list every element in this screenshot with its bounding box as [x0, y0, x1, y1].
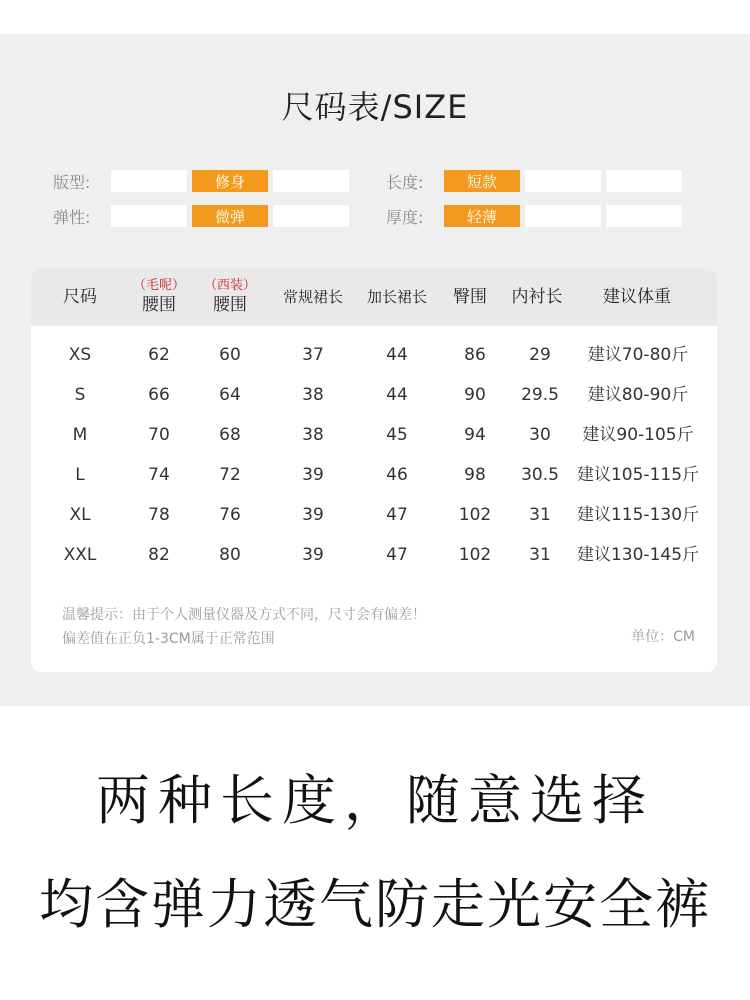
attr-length: [386, 170, 687, 192]
size-table-card: [31, 268, 717, 672]
cell-hip: 90: [464, 385, 486, 405]
table-row: [31, 455, 717, 495]
table-row: [31, 535, 717, 575]
cell-hip: 98: [464, 465, 486, 485]
cell-waist-wool: 66: [148, 385, 170, 405]
attr-label: 厚度:: [386, 207, 424, 227]
header-weight: [603, 268, 671, 326]
header-label: 常规裙长: [282, 288, 344, 306]
attr-label: 版型:: [53, 172, 91, 192]
cell-waist-wool: 74: [148, 465, 170, 485]
attr-fit: [53, 170, 354, 192]
header-label: 腰围: [141, 295, 176, 315]
header-label: 内衬长: [511, 287, 563, 307]
cell-lining: 30.5: [521, 465, 559, 485]
cell-waist-wool: 78: [148, 505, 170, 525]
attr-option-selected: 轻薄: [444, 205, 520, 227]
header-regular-length: [283, 268, 343, 326]
cell-long-length: 47: [386, 545, 408, 565]
header-label: 臀围: [453, 287, 487, 307]
cell-waist-suit: 68: [219, 425, 241, 445]
attr-option: [273, 170, 349, 192]
attr-label: 长度:: [386, 172, 424, 192]
cell-waist-wool: 62: [148, 345, 170, 365]
cell-weight: 建议70-80斤: [587, 345, 689, 365]
attr-label: 弹性:: [53, 207, 91, 227]
cell-hip: 102: [458, 505, 492, 525]
slogan-length-options: 两种长度，随意选择: [96, 769, 654, 832]
cell-weight: 建议90-105斤: [582, 425, 694, 445]
cell-long-length: 46: [386, 465, 408, 485]
cell-weight: 建议105-115斤: [576, 465, 700, 485]
cell-hip: 94: [464, 425, 486, 445]
attr-option-selected: 短款: [444, 170, 520, 192]
tolerance-note: 偏差值在正负1-3CM属于正常范围: [62, 631, 275, 647]
table-row: [31, 335, 717, 375]
cell-lining: 31: [529, 545, 551, 565]
header-label: 建议体重: [603, 287, 671, 307]
size-table-header: [31, 268, 717, 326]
unit-label: 单位：CM: [631, 629, 695, 645]
cell-regular-length: 38: [302, 385, 324, 405]
attr-option-selected: 修身: [192, 170, 268, 192]
cell-lining: 30: [529, 425, 551, 445]
slogan-safety-shorts: 均含弹力透气防走光安全裤: [39, 873, 711, 936]
attr-option: [606, 205, 682, 227]
cell-long-length: 44: [386, 385, 408, 405]
header-label: 尺码: [63, 287, 97, 307]
cell-regular-length: 39: [302, 465, 324, 485]
cell-long-length: 45: [386, 425, 408, 445]
header-size: [63, 268, 97, 326]
attr-option: [525, 170, 601, 192]
table-row: [31, 495, 717, 535]
cell-regular-length: 37: [302, 345, 324, 365]
cell-weight: 建议115-130斤: [576, 505, 700, 525]
cell-size: XS: [68, 345, 92, 365]
cell-waist-wool: 70: [148, 425, 170, 445]
header-long-length: [367, 268, 427, 326]
cell-waist-suit: 80: [219, 545, 241, 565]
cell-waist-suit: 76: [219, 505, 241, 525]
header-sublabel: （西装）: [203, 278, 257, 293]
measurement-note: 温馨提示：由于个人测量仪器及方式不同，尺寸会有偏差！: [62, 607, 426, 623]
header-label: 加长裙长: [366, 288, 428, 306]
attr-option: [525, 205, 601, 227]
cell-size: XL: [69, 505, 91, 525]
cell-regular-length: 39: [302, 545, 324, 565]
cell-waist-suit: 60: [219, 345, 241, 365]
cell-regular-length: 39: [302, 505, 324, 525]
cell-hip: 86: [464, 345, 486, 365]
cell-regular-length: 38: [302, 425, 324, 445]
cell-hip: 102: [458, 545, 492, 565]
cell-lining: 29.5: [521, 385, 559, 405]
cell-size: S: [74, 385, 86, 405]
cell-waist-wool: 82: [148, 545, 170, 565]
table-row: [31, 415, 717, 455]
cell-lining: 29: [529, 345, 551, 365]
header-sublabel: （毛呢）: [132, 278, 186, 293]
table-row: [31, 375, 717, 415]
attr-option: [606, 170, 682, 192]
attr-option-selected: 微弹: [192, 205, 268, 227]
cell-long-length: 47: [386, 505, 408, 525]
cell-waist-suit: 72: [219, 465, 241, 485]
cell-size: M: [72, 425, 88, 445]
cell-size: XXL: [63, 545, 97, 565]
header-waist-suit: [204, 268, 256, 326]
cell-weight: 建议130-145斤: [576, 545, 700, 565]
header-lining: [512, 268, 563, 326]
cell-long-length: 44: [386, 345, 408, 365]
cell-weight: 建议80-90斤: [587, 385, 689, 405]
header-hip: [453, 268, 487, 326]
cell-size: L: [75, 465, 85, 485]
attr-elasticity: [53, 205, 354, 227]
attr-option: [111, 170, 187, 192]
page-title: 尺码表/SIZE: [281, 88, 469, 126]
header-waist-wool: [133, 268, 185, 326]
header-label: 腰围: [212, 295, 247, 315]
cell-waist-suit: 64: [219, 385, 241, 405]
attr-option: [111, 205, 187, 227]
attr-option: [273, 205, 349, 227]
attr-thickness: [386, 205, 687, 227]
cell-lining: 31: [529, 505, 551, 525]
